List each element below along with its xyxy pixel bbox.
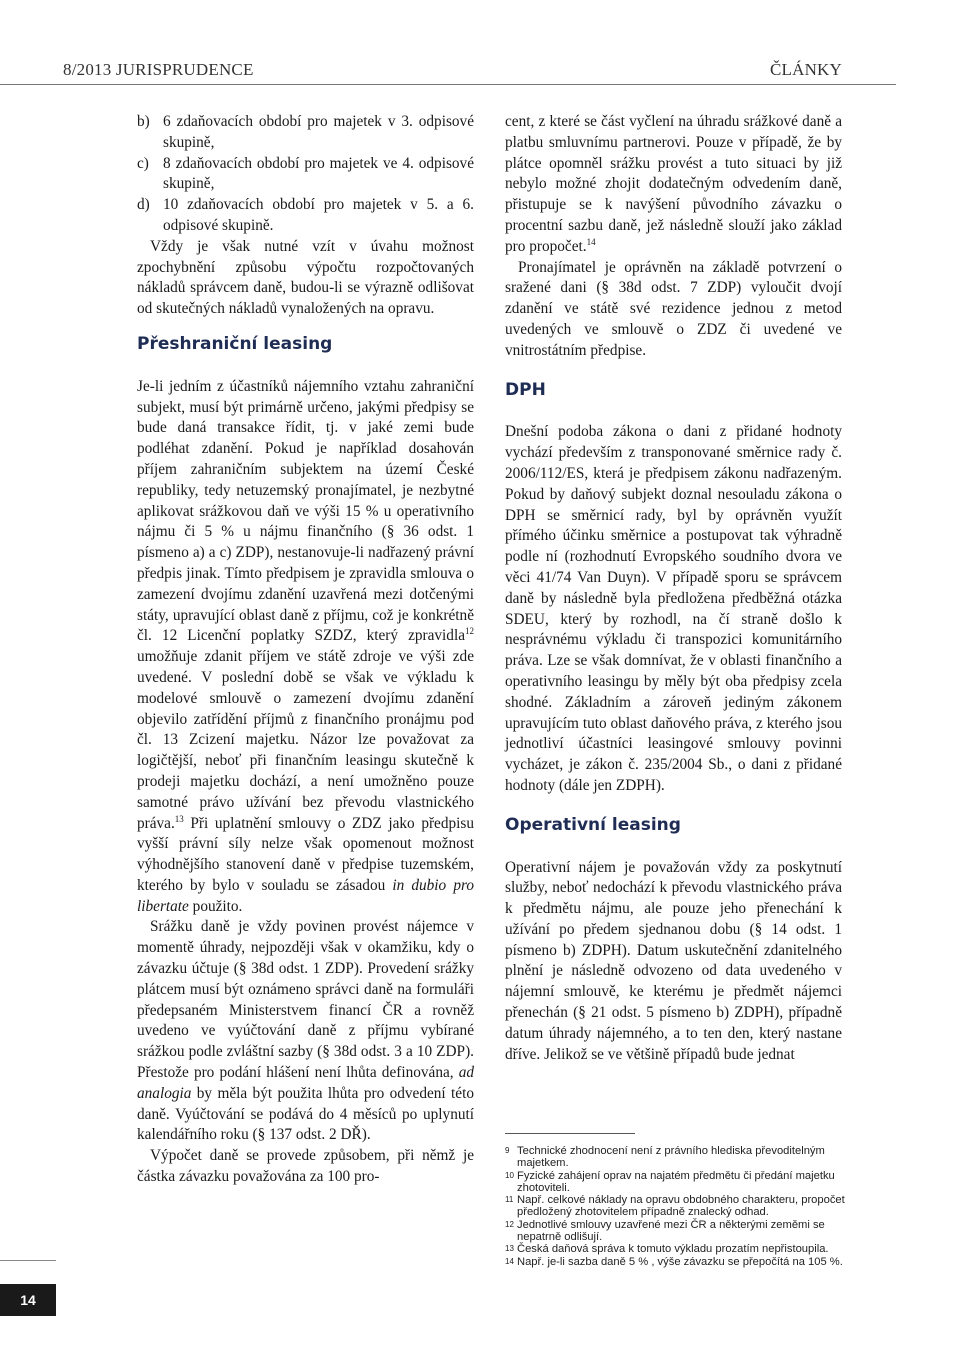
- text-run: Při uplatnění smlouvy o ZDZ jako předpisu vyšší právní síly nelze však opomenout možnost výhodnějšího stanovení daně v předpise tuzemském, kterého by bylo v souladu se zásadou: [137, 814, 474, 894]
- list-text: 6 zdaňovacích období pro majetek v 3. odpisové skupině,: [163, 113, 474, 151]
- text-run: Je-li jedním z účastníků nájemního vztahu zahraniční subjekt, musí být primárně určeno, jakými předpisy se bude daná transakce řídit, tj. v jaké zemi bude podléhat zdanění. Pokud je například dosahován příjem zahraničním subjektem na území České republiky, tedy netuzemský pronajímatel, je nezbytné aplikovat srážkovou daň ve výši 15 % u operativního nájmu či 5 % u nájmu finančního (§ 36 odst. 1 písmeno a) a c) ZDP), nestanovuje-li nadřazený právní předpis jinak. Tímto předpisem je zpravidla smlouva o zamezení dvojímu zdanění uzavřená mezi dotčenými státy, upravující oblast daně z příjmu, což je konkrétně čl. 12 Licenční poplatky SZDZ, který zpravidla: [137, 377, 474, 645]
- text-run: umožňuje zdanit příjem ve státě zdroje ve výši zde uvedené. V poslední době se však ve výkladu k modelové smlouvě o zamezení dvojímu zdanění objevilo zatřídění příjmů z finančního pronájmu pod čl. 13 Zcizení majetku. Názor lze považovat za logičtější, neboť při finančním leasingu skutečně k prodeji majetku dochází, a není umožněno pouze samotné právo užívání bez převodu vlastnického práva.: [137, 648, 474, 832]
- list-item: [137, 112, 474, 154]
- header-section-label: ČLÁNKY: [769, 60, 842, 79]
- footnote: [505, 1194, 845, 1219]
- list-marker: b): [137, 113, 150, 130]
- footnote-number: 13: [505, 1244, 514, 1254]
- footnote-text: Např. celkové náklady na opravu obdobného charakteru, propočet předložený zhotovitelem případně znalecký odhad.: [517, 1194, 845, 1219]
- footnote: [505, 1243, 845, 1255]
- text-run: použito.: [188, 897, 243, 915]
- footnote-text: Např. je-li sazba daně 5 % , výše závazku se přepočítá na 105 %.: [517, 1255, 843, 1268]
- page-tab-divider: [0, 1260, 56, 1261]
- list-text: 8 zdaňovacích období pro majetek ve 4. odpisové skupině,: [163, 154, 474, 193]
- paragraph: Výpočet daně se provede způsobem, při němž je částka závazku považována za 100 pro-: [137, 1147, 474, 1186]
- left-column: [137, 112, 474, 1188]
- section-heading-operating-leasing: Operativní leasing: [505, 814, 681, 835]
- section-heading-vat: DPH: [505, 379, 546, 400]
- footnote: [505, 1145, 845, 1170]
- footnote-text: Fyzické zahájení oprav na najatém předmětu či předání majetku zhotoviteli.: [517, 1169, 835, 1194]
- text-run: by měla být použita lhůta pro odvedení této daně. Vyúčtování se podává do 4 měsíců po uplynutí kalendářního roku (§ 137 odst. 2 DŘ).: [137, 1084, 474, 1144]
- header-divider: [0, 84, 896, 85]
- footnote: [505, 1219, 845, 1244]
- paragraph: Dnešní podoba zákona o dani z přidané hodnoty vychází především z transponované směrnice rady č. 2006/112/ES, která je předpisem zákonu nadřazeným. Pokud by daňový subjekt doznal nesouladu zákona o DPH se směrnicí rady, byl by oprávněn využít přímého účinku směrnice a postupovat tak výhradně podle ní (rozhodnutí Evropského soudního dvora ve věci 41/74 Van Duyn). V případě sporu se správcem daně by následně byla předložena předběžná otázka SDEU, který by rozhodl, na čí straně došlo k nesprávnému výkladu či transpozici komunitárního práva. Lze se však domnívat, že v oblasti finančního a operativního leasingu by měly být oba předpisy zcela shodné. Základním a zároveň jediným zákonem upravujícím tuto oblast daňového práva, z kterého jsou jednotliví účastníci leasingové smlouvy povinni vycházet, je zákon č. 235/2004 Sb., o dani z přidané hodnoty (dále jen ZDPH).: [505, 423, 842, 794]
- footnote-number: 14: [505, 1256, 514, 1266]
- list-marker: c): [137, 154, 149, 172]
- text-run: Srážku daně je vždy povinen provést nájemce v momentě úhrady, nejpozději však v okamžiku, kdy o závazku účtuje (§ 38d odst. 1 ZDP). Provedení srážky plátcem musí být oznámeno správci daně na formuláři předepsaném Ministerstvem financí ČR a rovněž uvedeno ve vyúčtování daně z příjmu vybírané srážkou podle zvláštní sazby (§ 38d odst. 3 a 10 ZDP). Přestože pro podání hlášení není lhůta definována,: [137, 918, 474, 1082]
- footnote: [505, 1170, 845, 1195]
- footnote-number: 10: [505, 1170, 514, 1180]
- footnote-text: Česká daňová správa k tomuto výkladu prozatím nepřistoupila.: [517, 1243, 829, 1256]
- page-number: 14: [0, 1284, 56, 1316]
- text-run: cent, z které se část vyčlení na úhradu srážkové daně a platbu smluvnímu partnerovi. Pouze v případě, že by plátce opomněl srážku provést a tuto situaci by již nebylo možné zhojit dodatečným odvedením daně, přistupuje se k navýšení původního závazku o procentní sazbu daně, jež následně slouží jako základ pro propočet.: [505, 113, 842, 255]
- paragraph: Vždy je však nutné vzít v úvahu možnost zpochybnění způsobu výpočtu rozpočtovaných nákladů správcem daně, budou-li se výrazně odlišovat od skutečných nákladů vynaložených na opravu.: [137, 237, 474, 318]
- paragraph: Pronajímatel je oprávněn na základě potvrzení o sražené dani (§ 38d odst. 7 ZDP) vyloučit dvojí zdanění ve státě své rezidence jednou z metod uvedených ve smlouvě o ZDZ či uvedené ve vnitrostátním předpise.: [505, 258, 842, 359]
- footnote-number: 9: [505, 1146, 510, 1155]
- footnote-divider: [505, 1133, 635, 1134]
- list-item: [137, 195, 474, 237]
- footnote-text: Technické zhodnocení není z právního hlediska převoditelným majetkem.: [517, 1145, 825, 1170]
- header-journal-title: 8/2013 JURISPRUDENCE: [63, 60, 254, 79]
- footnote-ref: 12: [465, 626, 474, 637]
- latin-phrase: in dubio pro libertate: [137, 876, 474, 915]
- footnote-text: Jednotlivé smlouvy uzavřené mezi ČR a některými zeměmi se nepatrně odlišují.: [517, 1218, 825, 1244]
- paragraph: [137, 917, 474, 1146]
- list-text: 10 zdaňovacích období pro majetek v 5. a 6. odpisové skupině.: [163, 196, 474, 234]
- footnote-ref: 13: [174, 813, 184, 824]
- right-column: [505, 112, 842, 1065]
- latin-phrase: ad analogia: [137, 1064, 474, 1102]
- footnote-number: 12: [505, 1219, 514, 1229]
- footnote: [505, 1256, 845, 1268]
- section-heading-cross-border-leasing: Přeshraniční leasing: [137, 333, 333, 354]
- footnotes: [505, 1145, 845, 1268]
- list-marker: d): [137, 196, 150, 214]
- list-item: [137, 154, 474, 196]
- footnote-ref: 14: [586, 236, 596, 247]
- paragraph: [505, 112, 842, 258]
- footnote-number: 11: [505, 1195, 514, 1205]
- paragraph: [137, 377, 474, 918]
- paragraph: Operativní nájem je považován vždy za poskytnutí služby, neboť nedochází k převodu vlastnického práva k předmětu nájmu, ale pouze jeho přenechání k užívání po předem sjednanou dobu (§ 14 odst. 1 písmeno b) ZDPH). Datum uskutečnění zdanitelného plnění je následně odvozeno od data uvedeného v nájemní smlouvě, ke kterému je předmět nájemci přenechán (§ 21 odst. 5 písmeno b) ZDPH), případně datum úhrady nájemného, a to ten den, který nastane dříve. Jelikož se ve většině případů bude jednat: [505, 858, 842, 1063]
